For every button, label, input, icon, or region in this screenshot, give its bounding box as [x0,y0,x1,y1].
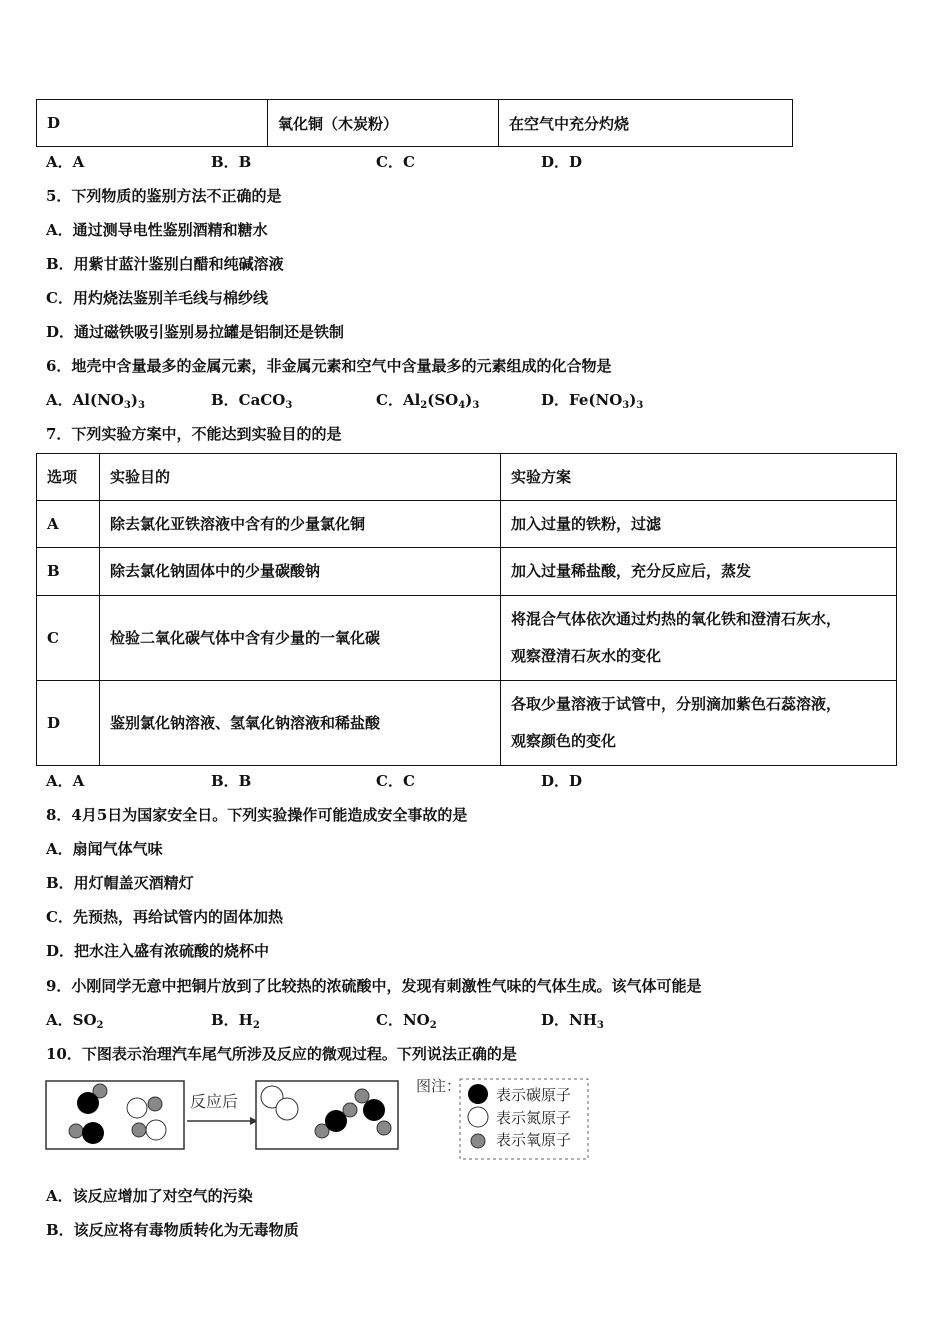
option: A．$SO_2$ [46,1011,104,1031]
option: A．扇闻气体气味 [46,840,163,858]
table-row [37,100,793,147]
option: C．C [376,772,415,790]
table-cell: 将混合气体依次通过灼热的氧化铁和澄清石灰水， 观察澄清石灰水的变化 [501,596,897,681]
option: A．A [46,772,85,790]
option: D．把水注入盛有浓硫酸的烧杯中 [46,942,270,960]
q7-table [36,453,897,766]
table-header: 选项 [37,454,100,501]
legend-nitrogen-icon [468,1107,488,1127]
option: C．先预热，再给试管内的固体加热 [46,908,283,926]
table-cell: A [37,501,100,548]
table-header: 实验目的 [100,454,501,501]
carbon-atom [82,1122,104,1144]
nitrogen-atom [146,1120,166,1140]
top-table [36,99,793,147]
table-cell: 加入过量的铁粉，过滤 [501,501,897,548]
table-cell: 除去氯化钠固体中的少量碳酸钠 [100,548,501,596]
option: B．该反应将有毒物质转化为无毒物质 [46,1221,299,1239]
table-row [37,548,897,596]
oxygen-atom [377,1121,391,1135]
oxygen-atom [132,1123,146,1137]
table-cell: 加入过量稀盐酸，充分反应后，蒸发 [501,548,897,596]
q9-options [46,1009,906,1031]
option: D．通过磁铁吸引鉴别易拉罐是铝制还是铁制 [46,323,345,341]
option: D．D [541,772,583,790]
option: B．用紫甘蓝汁鉴别白醋和纯碱溶液 [46,255,284,273]
option: B．B [211,772,252,790]
carbon-atom [77,1092,99,1114]
table-cell: 氧化铜（木炭粉） [268,100,499,147]
arrow-label: 反应后 [190,1094,239,1111]
option: C．$Al_2(SO_4)_3$ [376,391,480,411]
nitrogen-atom [127,1098,147,1118]
option: B．CaCO$_3$ [211,391,293,411]
q4-options [46,151,906,172]
question-stem: 10．下图表示治理汽车尾气所涉及反应的微观过程。下列说法正确的是 [46,1045,517,1063]
table-cell: 除去氯化亚铁溶液中含有的少量氯化铜 [100,501,501,548]
option: B．B [211,153,252,171]
table-cell: B [37,548,100,596]
oxygen-atom [355,1089,369,1103]
table-header-row [37,454,897,501]
question-stem: 8．4月5日为国家安全日。下列实验操作可能造成安全事故的是 [46,806,468,824]
question-stem: 7．下列实验方案中，不能达到实验目的的是 [46,425,342,443]
question-stem: 6．地壳中含量最多的金属元素，非金属元素和空气中含量最多的元素组成的化合物是 [46,357,612,375]
legend-title: 图注： [416,1078,462,1095]
oxygen-atom [343,1103,357,1117]
table-row [37,501,897,548]
option: A．该反应增加了对空气的污染 [46,1187,253,1205]
table-row [37,681,897,766]
before-box [46,1081,184,1149]
table-cell: D [37,681,100,766]
option: C．C [376,153,415,171]
option: C．$NO_2$ [376,1011,437,1031]
legend-label: 表示氧原子 [496,1132,572,1149]
option: D．$NH_3$ [541,1011,604,1031]
option: A．通过测导电性鉴别酒精和糖水 [46,221,268,239]
question-stem: 9．小刚同学无意中把铜片放到了比较热的浓硫酸中，发现有刺激性气味的气体生成。该气体可能是 [46,977,702,995]
table-cell: 各取少量溶液于试管中，分别滴加紫色石蕊溶液， 观察颜色的变化 [501,681,897,766]
nitrogen-atom [276,1098,298,1120]
legend-label: 表示氮原子 [496,1110,572,1127]
option: C．用灼烧法鉴别羊毛线与棉纱线 [46,289,268,307]
legend-oxygen-icon [471,1134,485,1148]
legend-carbon-icon [468,1084,488,1104]
option: D．D [541,153,583,171]
q6-options [46,389,906,411]
option: A．A [46,153,85,171]
q7-options [46,770,906,791]
option: B．$H_2$ [211,1011,260,1031]
oxygen-atom [148,1097,162,1111]
table-header: 实验方案 [501,454,897,501]
table-cell: D [37,100,268,147]
oxygen-atom [69,1124,83,1138]
carbon-atom [363,1099,385,1121]
option: D．$Fe(NO_3)_3$ [541,391,644,411]
table-row [37,596,897,681]
reaction-diagram [44,1073,604,1165]
option: A．$Al(NO_3)_3$ [46,391,145,411]
table-cell: C [37,596,100,681]
question-stem: 5．下列物质的鉴别方法不正确的是 [46,187,282,205]
table-cell: 检验二氧化碳气体中含有少量的一氧化碳 [100,596,501,681]
option: B．用灯帽盖灭酒精灯 [46,874,194,892]
table-cell: 在空气中充分灼烧 [499,100,793,147]
legend-label: 表示碳原子 [496,1087,572,1104]
table-cell: 鉴别氯化钠溶液、氢氧化钠溶液和稀盐酸 [100,681,501,766]
